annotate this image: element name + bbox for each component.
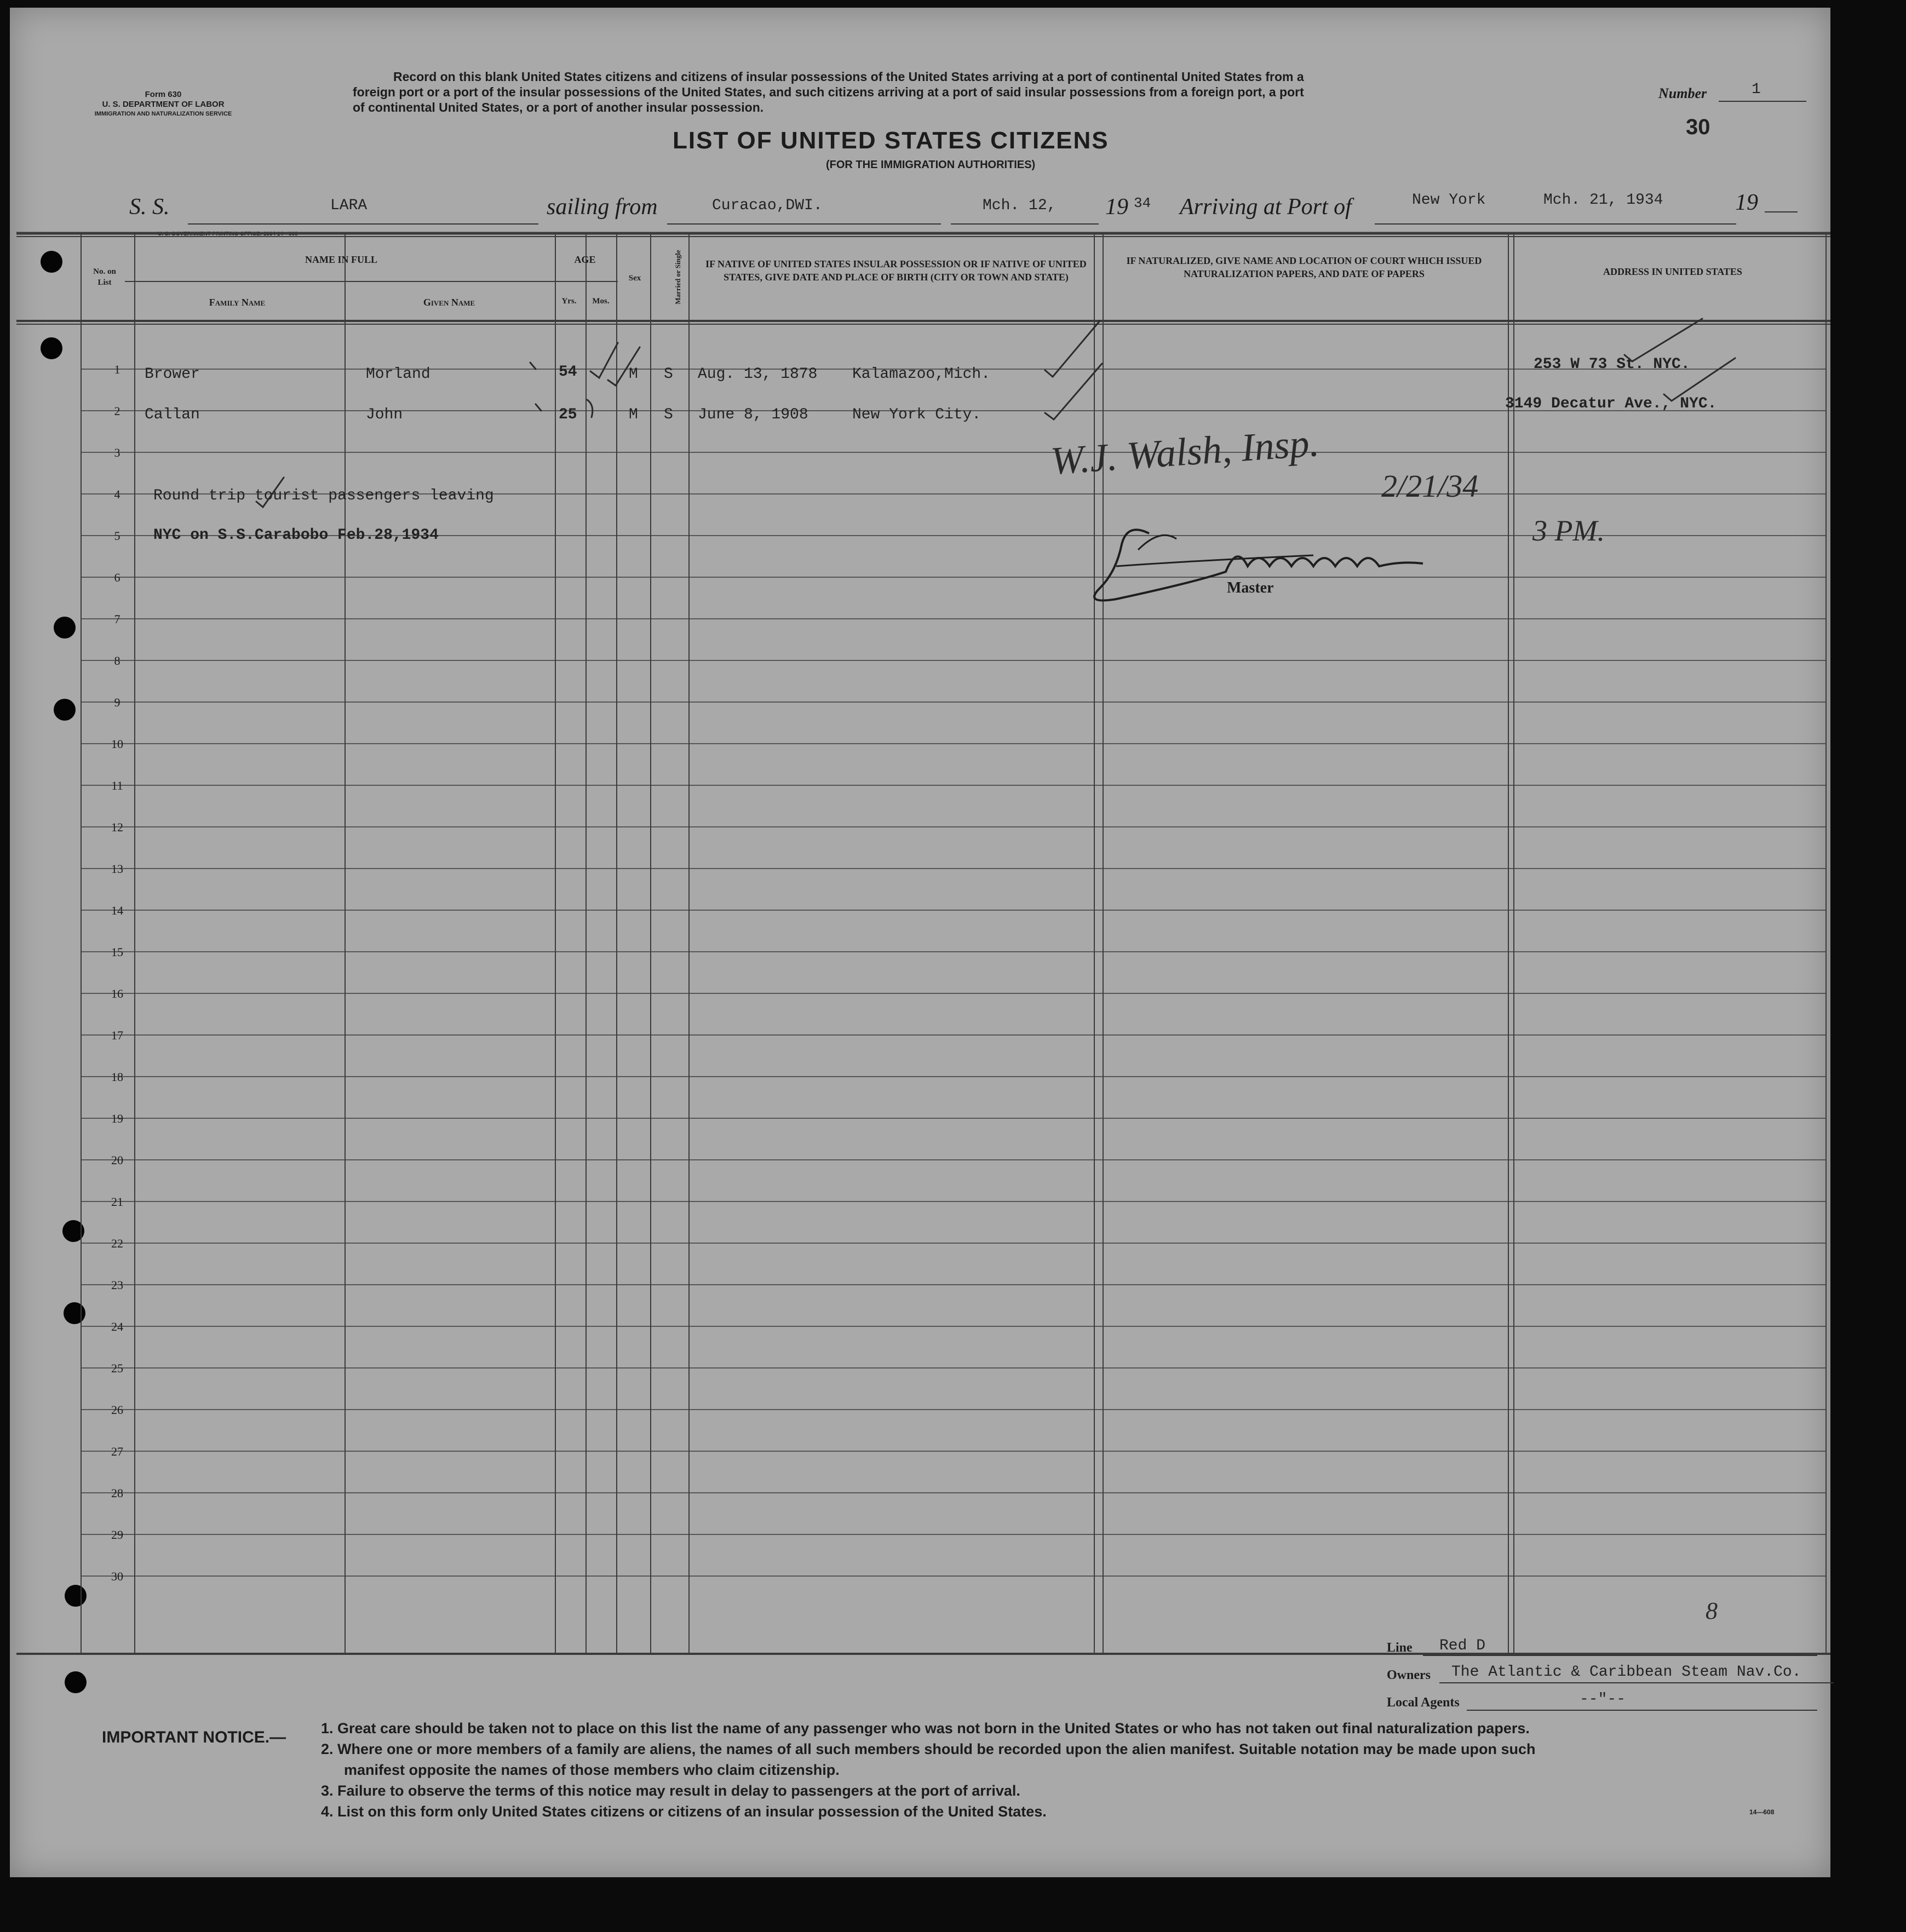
header-naturalized: IF NATURALIZED, GIVE NAME AND LOCATION OF COURT WHICH ISSUED NATURALIZATION PAPERS, AND DATE OF PAPERS: [1126, 255, 1482, 279]
row-number: 13: [111, 862, 123, 876]
header-age: AGE: [574, 254, 596, 265]
check-marks: [10, 8, 1830, 665]
row-number: 30: [111, 1569, 123, 1583]
row-2-birth-date: June 8, 1908: [698, 406, 808, 423]
department-name: U. S. DEPARTMENT OF LABOR: [102, 100, 225, 109]
notice-item-1: 1. Great care should be taken not to place on this list the name of any passenger who was not born in the United States or who has not taken out final naturalization papers.: [321, 1720, 1530, 1737]
form-number: Form 630: [145, 90, 182, 99]
row-number: 5: [114, 529, 120, 543]
check-mark: [256, 478, 284, 507]
form-title: LIST OF UNITED STATES CITIZENS: [673, 127, 1109, 154]
row-2-given: John: [366, 406, 403, 423]
row-number: 18: [111, 1070, 123, 1084]
row-1-status: S: [664, 366, 673, 383]
header-no-on-list: No. on List: [93, 267, 116, 287]
from-port: Curacao,DWI.: [712, 197, 823, 214]
row-number: 2: [114, 404, 120, 418]
annotation-mark: [587, 400, 593, 417]
depart-date: Mch. 12,: [983, 197, 1057, 214]
check-mark: [590, 343, 618, 378]
row-2-family: Callan: [145, 406, 200, 423]
row-1-yrs: 54: [559, 364, 577, 381]
row-number: 23: [111, 1278, 123, 1292]
inspector-signature: W.J. Walsh, Insp.: [1049, 420, 1321, 484]
row-1-family: Brower: [145, 366, 200, 383]
service-name: IMMIGRATION AND NATURALIZATION SERVICE: [94, 111, 232, 117]
notice-item-2: 2. Where one or more members of a family are aliens, the names of all such members should be recorded upon the alien manifest. Suitable notation may be made upon such: [321, 1741, 1536, 1757]
header-address: ADDRESS IN UNITED STATES: [1603, 266, 1742, 277]
row-number: 11: [111, 779, 123, 792]
preamble-line: Record on this blank United States citizens and citizens of insular possessions of the United States arriving at a port of continental United States from a: [393, 70, 1304, 84]
corner-mark: 8: [1706, 1597, 1718, 1624]
form-subtitle: (FOR THE IMMIGRATION AUTHORITIES): [826, 159, 1036, 171]
row-number: 16: [111, 987, 123, 1001]
header-yrs: Yrs.: [561, 297, 577, 306]
row-number: 25: [111, 1361, 123, 1375]
inspection-date: 2/21/34: [1381, 468, 1479, 504]
line-value: Red D: [1439, 1637, 1486, 1654]
row-1-sex: M: [629, 366, 638, 383]
notice-item-4: 4. List on this form only United States citizens or citizens of an insular possession of the United States.: [321, 1803, 1047, 1820]
corner-code: 14—608: [1749, 1808, 1775, 1816]
number-value: 1: [1752, 81, 1761, 98]
inspection-time: 3 PM.: [1532, 514, 1605, 547]
row-number: 1: [114, 363, 120, 376]
number-label: Number: [1658, 85, 1707, 101]
check-mark: [1624, 319, 1702, 361]
row-number: 22: [111, 1237, 123, 1250]
row-number: 29: [111, 1528, 123, 1542]
row-number: 10: [111, 737, 123, 751]
row-number: 26: [111, 1403, 123, 1417]
ship-name: LARA: [330, 197, 368, 214]
row-number: 28: [111, 1486, 123, 1500]
row-number: 3: [114, 446, 120, 459]
line-underline: [1423, 1655, 1817, 1656]
printing-office-line: U. S. GOVERNMENT PRINTING OFFICE: 1934 14—608: [158, 231, 298, 237]
tick-mark: [536, 404, 541, 411]
agents-label: Local Agents: [1387, 1695, 1460, 1710]
header-birth: IF NATIVE OF UNITED STATES INSULAR POSSESSION OR IF NATIVE OF UNITED STATES, GIVE DATE AND PLACE OF BIRTH (CITY OR TOWN AND STATE): [705, 258, 1087, 283]
check-mark: [1664, 358, 1735, 401]
notice-item-3: 3. Failure to observe the terms of this notice may result in delay to passengers at the port of arrival.: [321, 1783, 1020, 1799]
header-mos: Mos.: [592, 297, 610, 306]
row-number: 14: [111, 904, 123, 917]
header-married-single: Married or Single: [674, 250, 682, 304]
agents-value: --"--: [1580, 1691, 1626, 1708]
row-1-address: 253 W 73 St. NYC.: [1534, 356, 1690, 373]
check-mark: [1045, 364, 1102, 419]
row-2-birth-place: New York City.: [852, 406, 981, 423]
header-name-in-full: NAME IN FULL: [305, 254, 377, 265]
line-label: Line: [1387, 1641, 1413, 1655]
arrival-date: Mch. 21, 1934: [1543, 192, 1663, 209]
year-suffix: 34: [1134, 195, 1151, 211]
notice-item-2-cont: manifest opposite the names of those members who claim citizenship.: [344, 1762, 840, 1778]
check-mark: [1045, 321, 1100, 377]
row-1-given: Morland: [366, 366, 430, 383]
owners-underline: [1439, 1682, 1834, 1683]
notice-heading: IMPORTANT NOTICE.—: [102, 1728, 286, 1746]
row-1-birth-date: Aug. 13, 1878: [698, 366, 818, 383]
row-number: 27: [111, 1445, 123, 1458]
row-2-status: S: [664, 406, 673, 423]
row-number: 9: [114, 695, 120, 709]
arriving-label: Arriving at Port of: [1180, 194, 1352, 220]
row-number: 12: [111, 820, 123, 834]
arrival-port: New York: [1412, 192, 1486, 209]
row-number: 21: [111, 1195, 123, 1209]
preamble-line: of continental United States, or a port of another insular possession.: [353, 100, 764, 114]
header-family-name: Family Name: [209, 297, 266, 308]
row-number: 6: [114, 571, 120, 584]
remark-line-1: Round trip tourist passengers leaving: [153, 487, 494, 504]
master-signature: [1083, 511, 1434, 616]
row-2-sex: M: [629, 406, 638, 423]
manifest-sheet: [10, 8, 1830, 1877]
row-number: 7: [114, 612, 120, 626]
agents-underline: [1467, 1710, 1817, 1711]
sailing-label: sailing from: [547, 194, 658, 220]
header-sex: Sex: [628, 274, 641, 283]
preamble-line: foreign port or a port of the insular possessions of the United States, and such citizens arriving at a port of said insular possessions from a foreign port, a port: [353, 85, 1304, 99]
row-number: 20: [111, 1153, 123, 1167]
header-given-name: Given Name: [423, 297, 475, 308]
tick-mark: [530, 363, 536, 369]
owners-label: Owners: [1387, 1668, 1431, 1682]
row-number: 8: [114, 654, 120, 668]
row-number: 17: [111, 1028, 123, 1042]
row-1-birth-place: Kalamazoo,Mich.: [852, 366, 991, 383]
row-number: 24: [111, 1320, 123, 1333]
sheet-number: 30: [1686, 115, 1710, 139]
ss-label: S. S.: [129, 194, 170, 220]
remark-line-2: NYC on S.S.Carabobo Feb.28,1934: [153, 527, 439, 544]
master-label: Master: [1227, 579, 1274, 596]
owners-value: The Atlantic & Caribbean Steam Nav.Co.: [1451, 1664, 1801, 1681]
row-2-yrs: 25: [559, 406, 577, 423]
row-number: 4: [114, 487, 120, 501]
row-2-address: 3149 Decatur Ave., NYC.: [1505, 395, 1717, 412]
year-prefix-2: 19: [1735, 190, 1758, 215]
row-number: 15: [111, 945, 123, 959]
year-prefix: 19: [1105, 194, 1128, 220]
row-number: 19: [111, 1112, 123, 1125]
